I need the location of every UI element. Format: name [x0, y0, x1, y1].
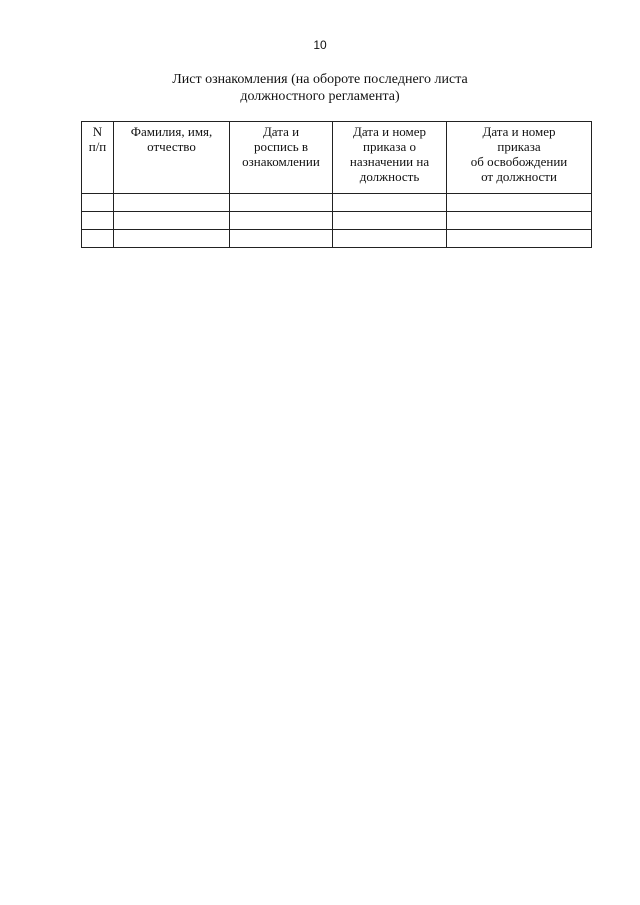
table-row	[82, 230, 592, 248]
header-row	[82, 122, 592, 194]
document-title	[0, 71, 640, 105]
header-line: п/п	[88, 139, 107, 154]
header-number	[82, 122, 114, 194]
header-dismissal-order	[447, 122, 592, 194]
header-line: назначении на	[349, 154, 430, 169]
table-cell	[82, 194, 114, 212]
title-line-1: Лист ознакомления (на обороте последнего листа	[172, 72, 468, 87]
table-cell	[333, 230, 447, 248]
header-appointment-order	[333, 122, 447, 194]
table-row	[82, 212, 592, 230]
header-line: отчество	[147, 139, 196, 154]
header-line: N	[92, 124, 103, 139]
table-cell	[447, 212, 592, 230]
header-line: приказа	[497, 139, 541, 154]
table-cell	[82, 212, 114, 230]
acknowledgement-table	[81, 121, 592, 248]
table-cell	[333, 194, 447, 212]
header-full-name	[114, 122, 230, 194]
table-cell	[447, 194, 592, 212]
header-line: Фамилия, имя,	[130, 124, 213, 139]
table-cell	[114, 212, 230, 230]
header-line: роспись в	[253, 139, 309, 154]
table-cell	[114, 194, 230, 212]
table-cell	[333, 212, 447, 230]
header-date-signature	[230, 122, 333, 194]
table-cell	[82, 230, 114, 248]
table-cell	[230, 230, 333, 248]
header-line: ознакомлении	[242, 154, 320, 169]
header-line: от должности	[481, 169, 557, 184]
table-cell	[230, 212, 333, 230]
header-line: Дата и номер	[482, 124, 556, 139]
title-line-2: должностного регламента)	[240, 89, 400, 104]
header-line: Дата и номер	[352, 124, 427, 139]
table-cell	[114, 230, 230, 248]
page-number: 10	[313, 38, 327, 52]
header-line: должность	[359, 169, 420, 184]
table-row	[82, 194, 592, 212]
header-line: Дата и	[262, 124, 300, 139]
table-cell	[447, 230, 592, 248]
header-line: приказа о	[363, 139, 416, 154]
table-cell	[230, 194, 333, 212]
header-line: об освобождении	[470, 154, 568, 169]
